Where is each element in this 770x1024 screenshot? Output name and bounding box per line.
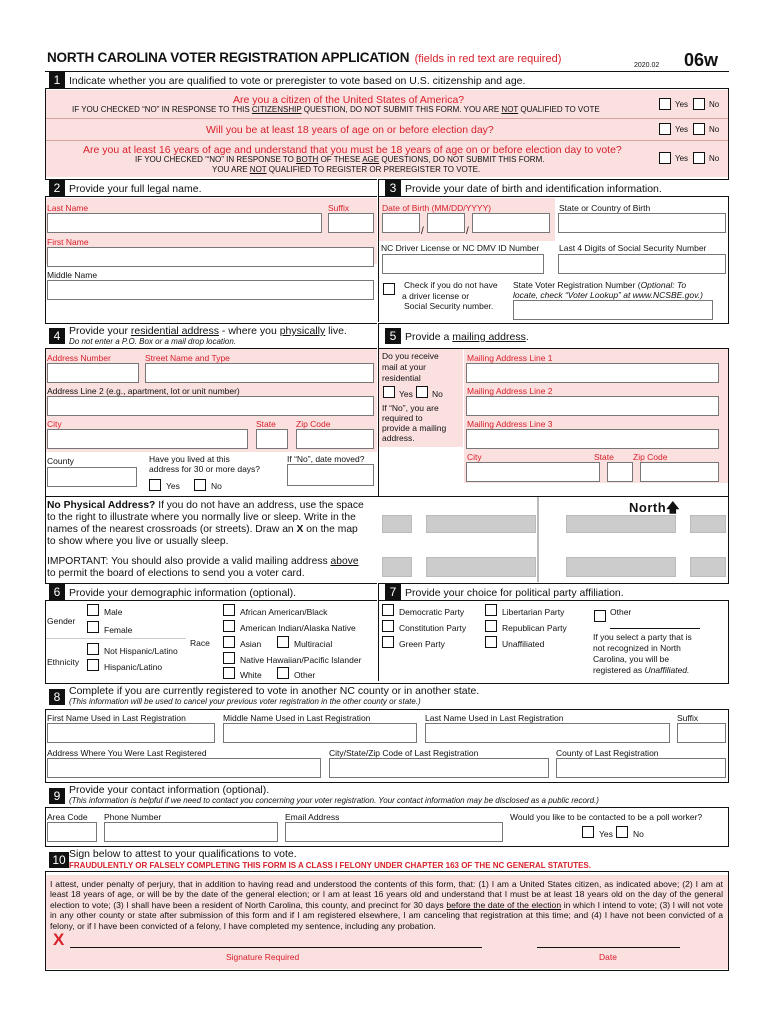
democratic-checkbox[interactable] — [382, 604, 394, 616]
signature-x: X — [53, 930, 65, 949]
state-of-birth-label: State or Country of Birth — [559, 203, 651, 213]
age-18-question: Will you be at least 18 years of age on or before election day? — [206, 124, 494, 136]
county-input[interactable] — [47, 467, 137, 487]
felony-warning: FRAUDULENTLY OR FALSELY COMPLETING THIS FORM IS A CLASS I FELONY UNDER CHAPTER 163 OF THE NC GENERAL STATUTES. — [69, 861, 591, 870]
street-label: Street Name and Type — [145, 353, 230, 363]
prev-suffix-input[interactable] — [677, 723, 726, 743]
area-code-input[interactable] — [47, 822, 97, 842]
no-id-label-1: Check if you do not have — [404, 280, 498, 290]
section-1-number: 1 — [49, 72, 65, 88]
lived-30-yes-checkbox[interactable] — [149, 479, 161, 491]
mailing-zip-input[interactable] — [640, 462, 719, 482]
no-id-label-2: a driver license or — [402, 291, 470, 301]
section-7-header — [379, 583, 729, 601]
mailing-line1-input[interactable] — [466, 363, 719, 383]
no-label: No — [211, 481, 222, 491]
prev-first-name-label: First Name Used in Last Registration — [47, 713, 186, 723]
prev-address-input[interactable] — [47, 758, 321, 778]
email-label: Email Address — [285, 812, 340, 822]
last-name-label: Last Name — [47, 203, 89, 213]
citizen-question: Are you a citizen of the United States of America? — [233, 94, 465, 106]
suffix-label: Suffix — [328, 203, 350, 213]
section-6-number: 6 — [49, 584, 65, 600]
address-number-input[interactable] — [47, 363, 139, 383]
mail-question-3: residential — [382, 373, 421, 383]
age-note-1: IF YOU CHECKED '“NO” IN RESPONSE TO BOTH OF THESE AGE QUESTIONS, DO NOT SUBMIT THIS FORM. — [135, 155, 545, 164]
middle-name-label: Middle Name — [47, 270, 98, 280]
prev-middle-name-label: Middle Name Used in Last Registration — [223, 713, 371, 723]
mail-note-2: required to — [382, 413, 423, 423]
poll-worker-no-checkbox[interactable] — [616, 826, 628, 838]
address-line2-input[interactable] — [47, 396, 374, 416]
map-block — [690, 557, 726, 577]
dob-month-input[interactable] — [382, 213, 420, 233]
not-hispanic-checkbox[interactable] — [87, 643, 99, 655]
section-5-heading: Provide a mailing address. — [405, 331, 529, 343]
date-moved-input[interactable] — [287, 464, 374, 486]
other-party-label: Other — [610, 607, 632, 617]
section-2-header — [45, 179, 377, 197]
male-label: Male — [104, 607, 123, 617]
yes-label: Yes — [399, 389, 413, 399]
north-label: North — [629, 500, 667, 515]
middle-name-input[interactable] — [47, 280, 374, 300]
section-5-header — [379, 323, 729, 349]
state-of-birth-input[interactable] — [558, 213, 726, 233]
mail-note-1: If “No”, you are — [382, 403, 439, 413]
constitution-checkbox[interactable] — [382, 620, 394, 632]
section-10-number: 10 — [49, 852, 69, 868]
age16-no-checkbox[interactable] — [693, 152, 705, 164]
unaffiliated-checkbox[interactable] — [485, 636, 497, 648]
map-block — [382, 515, 412, 533]
section-4-sub: Do not enter a P.O. Box or a mail drop location. — [69, 337, 237, 346]
street-input[interactable] — [145, 363, 374, 383]
section-9-header — [45, 782, 729, 808]
citizen-yes-checkbox[interactable] — [659, 98, 671, 110]
democratic-label: Democratic Party — [399, 607, 465, 617]
column-divider — [378, 323, 379, 496]
section-6-header — [45, 583, 377, 601]
poll-worker-label: Would you like to be contacted to be a poll worker? — [510, 812, 703, 822]
age-note-2: YOU ARE NOT QUALIFIED TO REGISTER OR PREREGISTER TO VOTE. — [212, 165, 481, 174]
section-10-header — [45, 846, 729, 872]
mailing-line2-label: Mailing Address Line 2 — [467, 386, 553, 396]
other-race-label: Other — [294, 670, 316, 680]
section-8-number: 8 — [49, 689, 65, 705]
north-arrow-icon: 🡅 — [666, 500, 681, 515]
mail-question-2: mail at your — [382, 362, 426, 372]
party-note-2: not recognized in North — [593, 643, 681, 653]
hawaiian-label: Native Hawaiian/Pacific Islander — [240, 655, 362, 665]
mailing-line3-input[interactable] — [466, 429, 719, 449]
no-id-label-3: Social Security number. — [404, 301, 494, 311]
section-4-header — [45, 323, 377, 349]
mailing-state-label: State — [594, 452, 614, 462]
map-road — [537, 497, 539, 582]
location-map[interactable] — [379, 497, 728, 582]
required-note: (fields in red text are required) — [414, 53, 562, 65]
signature-line[interactable] — [70, 947, 482, 948]
prev-address-label: Address Where You Were Last Registered — [47, 748, 207, 758]
prev-county-input[interactable] — [556, 758, 726, 778]
ssn-input[interactable] — [558, 254, 726, 274]
multiracial-checkbox[interactable] — [277, 636, 289, 648]
section-3-heading: Provide your date of birth and identification information. — [405, 183, 662, 195]
native-label: American Indian/Alaska Native — [240, 623, 356, 633]
prev-first-name-input[interactable] — [47, 723, 215, 743]
dob-day-input[interactable] — [427, 213, 465, 233]
map-block — [426, 515, 536, 533]
age16-yes-checkbox[interactable] — [659, 152, 671, 164]
white-checkbox[interactable] — [223, 667, 235, 679]
form-version: 2020.02 — [634, 62, 660, 69]
lived-30-no-checkbox[interactable] — [194, 479, 206, 491]
not-hispanic-label: Not Hispanic/Latino — [104, 646, 178, 656]
map-block — [426, 557, 536, 577]
lived-30-label-1: Have you lived at this — [149, 454, 230, 464]
no-label: No — [432, 389, 443, 399]
ethnicity-label: Ethnicity — [47, 657, 80, 667]
date-moved-label: If “No”, date moved? — [287, 454, 365, 464]
state-label: State — [256, 419, 276, 429]
unaffiliated-label: Unaffiliated — [502, 639, 545, 649]
section-9-number: 9 — [49, 788, 65, 804]
phone-input[interactable] — [104, 822, 278, 842]
yes-label: Yes — [166, 481, 180, 491]
dob-slash: / — [421, 226, 424, 237]
date-line[interactable] — [537, 947, 680, 948]
section-8-heading: Complete if you are currently registered to vote in another NC county or in another state. — [69, 685, 480, 697]
multiracial-label: Multiracial — [294, 639, 333, 649]
mail-note-4: address. — [382, 433, 415, 443]
voter-reg-number-input[interactable] — [513, 300, 713, 320]
mailing-line2-input[interactable] — [466, 396, 719, 416]
prev-last-name-label: Last Name Used in Last Registration — [425, 713, 564, 723]
dl-label: NC Driver License or NC DMV ID Number — [381, 243, 540, 253]
section-1-header — [45, 71, 729, 89]
no-id-checkbox[interactable] — [383, 283, 395, 295]
area-code-label: Area Code — [47, 812, 88, 822]
section-8-sub: (This information will be used to cancel your previous voter registration in the other county or state.) — [69, 697, 421, 706]
section-5-number: 5 — [385, 328, 401, 344]
female-checkbox[interactable] — [87, 621, 99, 633]
dl-input[interactable] — [382, 254, 544, 274]
section-7-heading: Provide your choice for political party affiliation. — [405, 587, 624, 599]
constitution-label: Constitution Party — [399, 623, 467, 633]
asian-checkbox[interactable] — [223, 636, 235, 648]
section-7-number: 7 — [385, 584, 401, 600]
address-number-label: Address Number — [47, 353, 111, 363]
map-block — [690, 515, 726, 533]
state-input[interactable] — [256, 429, 288, 449]
mailing-line3-label: Mailing Address Line 3 — [467, 419, 553, 429]
section-9-heading: Provide your contact information (optional). — [69, 784, 270, 796]
mailing-city-input[interactable] — [466, 462, 600, 482]
section-3-number: 3 — [385, 180, 401, 196]
email-input[interactable] — [285, 822, 503, 842]
asian-label: Asian — [240, 639, 262, 649]
no-physical-address-important: IMPORTANT: You should also provide a valid mailing address above to permit the board of elections to send you a voter card. — [47, 556, 359, 579]
party-note-4: registered as Unaffiliated. — [593, 665, 690, 675]
date-label: Date — [599, 952, 617, 962]
other-race-checkbox[interactable] — [277, 667, 289, 679]
voter-reg-number-label: State Voter Registration Number (Optional: To — [513, 280, 687, 290]
attestation-text: I attest, under penalty of perjury, that in addition to having read and understood the contents of this form, that: (1) I am a United States citizen, as indicated above; (2) I am at least 18 years of age, or will be by the date of the general election; or I am at least 16 years old and understand that I must be at least 18 years old on the day of the general election to vote; (3) I shall have been a resident of North Carolina, this county, and precinct for 30 days before the date of the election in which I intend to vote; (3) I will not vote in any other county or state after submission of this form and if I am registered elsewhere, I am canceling that registration at this time; and (4) I have not been convicted of a felony, or if I have been convicted of a felony, I have completed my sentence, including any probation. — [50, 879, 724, 931]
form-title: NORTH CAROLINA VOTER REGISTRATION APPLICATION — [47, 50, 410, 65]
poll-worker-yes-checkbox[interactable] — [582, 826, 594, 838]
republican-checkbox[interactable] — [485, 620, 497, 632]
white-label: White — [240, 670, 262, 680]
black-checkbox[interactable] — [223, 604, 235, 616]
prev-suffix-label: Suffix — [677, 713, 699, 723]
yes-label: Yes — [675, 125, 689, 134]
voter-reg-number-hint: locate, check “Voter Lookup” at www.NCSBE.gov.) — [513, 290, 703, 300]
prev-csz-input[interactable] — [329, 758, 549, 778]
male-checkbox[interactable] — [87, 604, 99, 616]
gender-label: Gender — [47, 616, 76, 626]
suffix-input[interactable] — [328, 213, 374, 233]
other-party-checkbox[interactable] — [594, 610, 606, 622]
prev-county-label: County of Last Registration — [556, 748, 659, 758]
ssn-label: Last 4 Digits of Social Security Number — [559, 243, 707, 253]
first-name-label: First Name — [47, 237, 89, 247]
section-9-sub: (This information is helpful if we need to contact you concerning your voter registration. Your contact information may be disclosed as a public record.) — [69, 796, 599, 805]
no-label: No — [633, 829, 644, 839]
city-input[interactable] — [47, 429, 248, 449]
section-2-heading: Provide your full legal name. — [69, 183, 202, 195]
divider — [46, 638, 186, 639]
no-label: No — [709, 154, 720, 163]
column-divider — [378, 583, 379, 681]
signature-label: Signature Required — [226, 952, 300, 962]
prev-middle-name-input[interactable] — [223, 723, 417, 743]
citizen-no-checkbox[interactable] — [693, 98, 705, 110]
mail-note-3: provide a mailing — [382, 423, 447, 433]
citizen-note: IF YOU CHECKED “NO” IN RESPONSE TO THIS CITIZENSHIP QUESTION, DO NOT SUBMIT THIS FORM. YOU ARE NOT QUALIFIED TO VOTE — [72, 105, 600, 114]
prev-last-name-input[interactable] — [425, 723, 670, 743]
republican-label: Republican Party — [502, 623, 567, 633]
yes-label: Yes — [599, 829, 613, 839]
age18-no-checkbox[interactable] — [693, 123, 705, 135]
dob-label: Date of Birth (MM/DD/YYYY) — [382, 203, 492, 213]
divider — [46, 118, 728, 119]
section-3-header — [379, 179, 729, 197]
age18-yes-checkbox[interactable] — [659, 123, 671, 135]
mail-yes-checkbox[interactable] — [383, 386, 395, 398]
green-checkbox[interactable] — [382, 636, 394, 648]
zip-input[interactable] — [296, 429, 374, 449]
no-label: No — [709, 125, 720, 134]
zip-label: Zip Code — [296, 419, 331, 429]
dob-year-input[interactable] — [472, 213, 550, 233]
black-label: African American/Black — [240, 607, 328, 617]
party-note-3: Carolina, you will be — [593, 654, 670, 664]
mail-question-1: Do you receive — [382, 351, 439, 361]
section-6-heading: Provide your demographic information (optional). — [69, 587, 297, 599]
hispanic-label: Hispanic/Latino — [104, 662, 163, 672]
hawaiian-checkbox[interactable] — [223, 652, 235, 664]
map-block — [566, 557, 676, 577]
female-label: Female — [104, 625, 133, 635]
other-party-line[interactable] — [610, 628, 700, 629]
libertarian-label: Libertarian Party — [502, 607, 565, 617]
mailing-state-input[interactable] — [607, 462, 633, 482]
race-label: Race — [190, 638, 210, 648]
section-10-heading: Sign below to attest to your qualifications to vote. — [69, 848, 297, 860]
native-checkbox[interactable] — [223, 620, 235, 632]
hispanic-checkbox[interactable] — [87, 659, 99, 671]
form-title-row — [47, 50, 727, 70]
first-name-input[interactable] — [47, 247, 374, 267]
form-code: 06w — [684, 50, 719, 70]
lived-30-label-2: address for 30 or more days? — [149, 464, 261, 474]
party-note-1: If you select a party that is — [593, 632, 692, 642]
mail-no-checkbox[interactable] — [416, 386, 428, 398]
section-8-header — [45, 683, 729, 710]
section-4-number: 4 — [49, 328, 65, 344]
last-name-input[interactable] — [47, 213, 322, 233]
section-2-number: 2 — [49, 180, 65, 196]
yes-label: Yes — [675, 100, 689, 109]
libertarian-checkbox[interactable] — [485, 604, 497, 616]
no-label: No — [709, 100, 720, 109]
mailing-line1-label: Mailing Address Line 1 — [467, 353, 553, 363]
yes-label: Yes — [675, 154, 689, 163]
map-block — [382, 557, 412, 577]
dob-slash: / — [466, 226, 469, 237]
north-indicator — [629, 499, 680, 521]
mailing-city-label: City — [467, 452, 482, 462]
county-label: County — [47, 456, 74, 466]
divider — [46, 140, 728, 141]
phone-label: Phone Number — [104, 812, 162, 822]
prev-csz-label: City/State/Zip Code of Last Registration — [329, 748, 479, 758]
section-4-heading: Provide your residential address - where you physically live. — [69, 325, 347, 337]
mailing-zip-label: Zip Code — [633, 452, 668, 462]
no-physical-address-text: No Physical Address? If you do not have an address, use the space to the right to illustrate where you normally live or sleep. Write in the names of the nearest crossroads (or streets). Draw an X on the map to show where you live or usually sleep. — [47, 500, 364, 547]
green-label: Green Party — [399, 639, 445, 649]
age-16-question: Are you at least 16 years of age and understand that you must be 18 years of age on or before election day to vote? — [83, 144, 622, 156]
section-1-heading: Indicate whether you are qualified to vote or preregister to vote based on U.S. citizenship and age. — [69, 75, 526, 87]
city-label: City — [47, 419, 62, 429]
address-line2-label: Address Line 2 (e.g., apartment, lot or unit number) — [47, 386, 240, 396]
